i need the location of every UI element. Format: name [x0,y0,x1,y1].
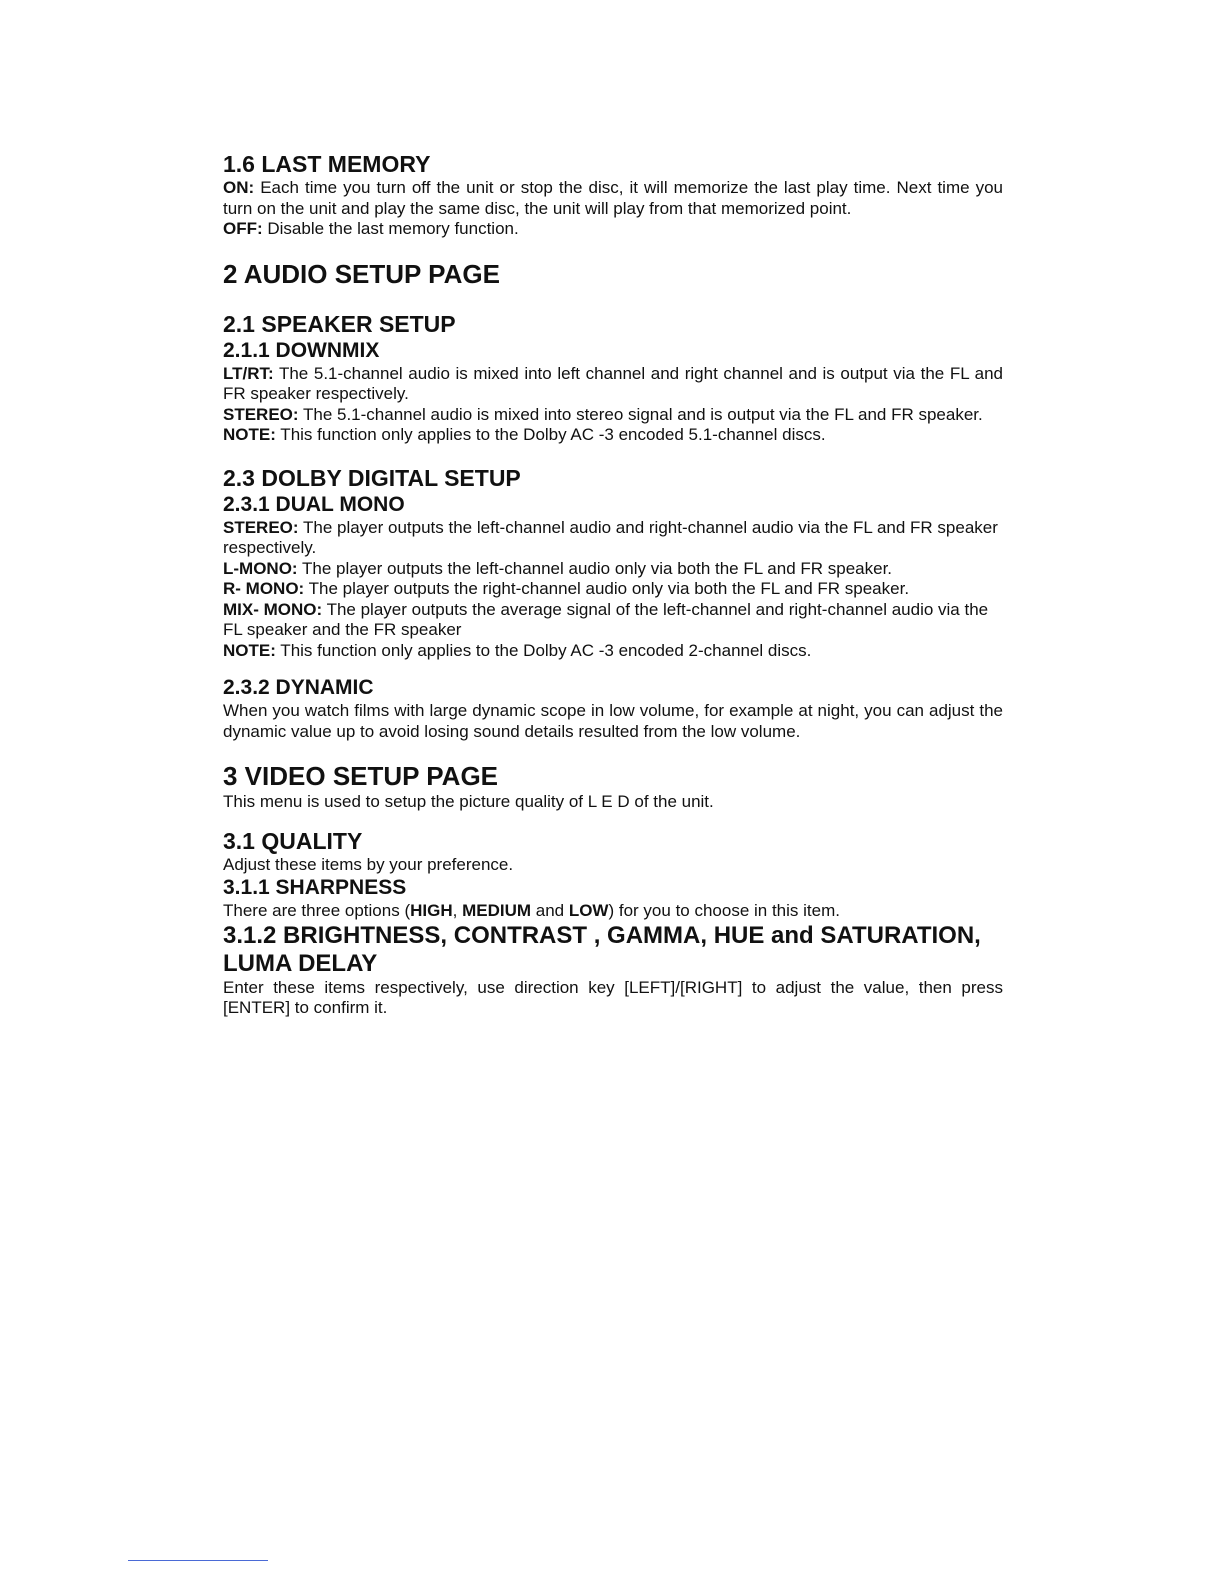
text-ltrt: The 5.1-channel audio is mixed into left channel and right channel and is output via the FL and FR speaker respectively. [223,363,1003,403]
paragraph-lmono [223,559,1003,580]
heading-sharpness: 3.1.1 SHARPNESS [223,876,407,899]
text-off: Disable the last memory function. [262,219,519,238]
text-mixmono: The player outputs the average signal of the left-channel and right-channel audio via the FL speaker and the FR speaker [223,599,989,639]
paragraph-quality: Adjust these items by your preference. [223,854,514,874]
sharpness-pre: There are three options ( [223,901,411,920]
text-stereo-dual: The player outputs the left-channel audio and right-channel audio via the FL and FR speaker respectively. [223,517,998,557]
document-page [223,150,1003,1019]
heading-dynamic: 2.3.2 DYNAMIC [223,676,374,699]
paragraph-sharpness [223,901,1003,922]
paragraph-ltrt [223,364,1003,405]
heading-audio-setup: 2 AUDIO SETUP PAGE [223,258,500,289]
heading-quality: 3.1 QUALITY [223,827,363,854]
paragraph-mixmono [223,600,1003,641]
label-off: OFF: [223,219,263,238]
label-note-downmix: NOTE: [223,425,276,444]
paragraph-stereo-dual [223,518,1003,559]
heading-dolby-setup: 2.3 DOLBY DIGITAL SETUP [223,464,521,491]
label-note-dual: NOTE: [223,640,276,660]
text-lmono: The player outputs the left-channel audio only via both the FL and FR speaker. [297,558,893,578]
label-mixmono: MIX- MONO: [223,599,323,619]
label-ltrt: LT/RT: [223,363,274,383]
text-stereo-downmix: The 5.1-channel audio is mixed into stereo signal and is output via the FL and FR speaker. [298,404,983,424]
option-low: LOW [568,901,609,920]
heading-video-setup: 3 VIDEO SETUP PAGE [223,761,499,791]
heading-downmix: 2.1.1 DOWNMIX [223,338,380,362]
paragraph-rmono [223,579,1003,600]
text-note-dual: This function only applies to the Dolby AC -3 encoded 2-channel discs. [275,640,812,660]
heading-last-memory: 1.6 LAST MEMORY [223,151,431,177]
paragraph-dynamic: When you watch films with large dynamic scope in low volume, for example at night, you can adjust the dynamic value up to avoid losing sound details resulted from the low volume. [223,701,1003,741]
paragraph-note-dual [223,641,1003,662]
paragraph-stereo-downmix [223,405,1003,426]
label-rmono: R- MONO: [223,579,305,598]
paragraph-on [223,178,1003,219]
option-high: HIGH [410,901,453,920]
sharpness-post: ) for you to choose in this item. [608,901,840,920]
label-stereo-dual: STEREO: [223,517,299,537]
heading-speaker-setup: 2.1 SPEAKER SETUP [223,310,456,337]
paragraph-brightness: Enter these items respectively, use direction key [LEFT]/[RIGHT] to adjust the value, then press [ENTER] to confirm it. [223,977,1003,1017]
paragraph-video-setup: This menu is used to setup the picture quality of L E D of the unit. [223,792,714,811]
label-lmono: L-MONO: [223,558,298,578]
text-on: Each time you turn off the unit or stop the disc, it will memorize the last play time. Next time you turn on the unit and play the same disc, the unit will play from that memorized point. [223,178,1003,218]
sharpness-sep2: and [531,901,569,920]
label-stereo-downmix: STEREO: [223,404,299,424]
sharpness-sep1: , [452,901,463,920]
heading-brightness: 3.1.2 BRIGHTNESS, CONTRAST , GAMMA, HUE and SATURATION, LUMA DELAY [223,921,981,977]
text-note-downmix: This function only applies to the Dolby AC -3 encoded 5.1-channel discs. [275,425,826,444]
heading-dual-mono: 2.3.1 DUAL MONO [223,492,405,516]
paragraph-off [223,219,1003,240]
footer-divider [128,1560,268,1561]
label-on: ON: [223,178,255,197]
text-rmono: The player outputs the right-channel audio only via both the FL and FR speaker. [304,579,910,598]
option-medium: MEDIUM [462,901,532,920]
paragraph-note-downmix [223,425,1003,446]
